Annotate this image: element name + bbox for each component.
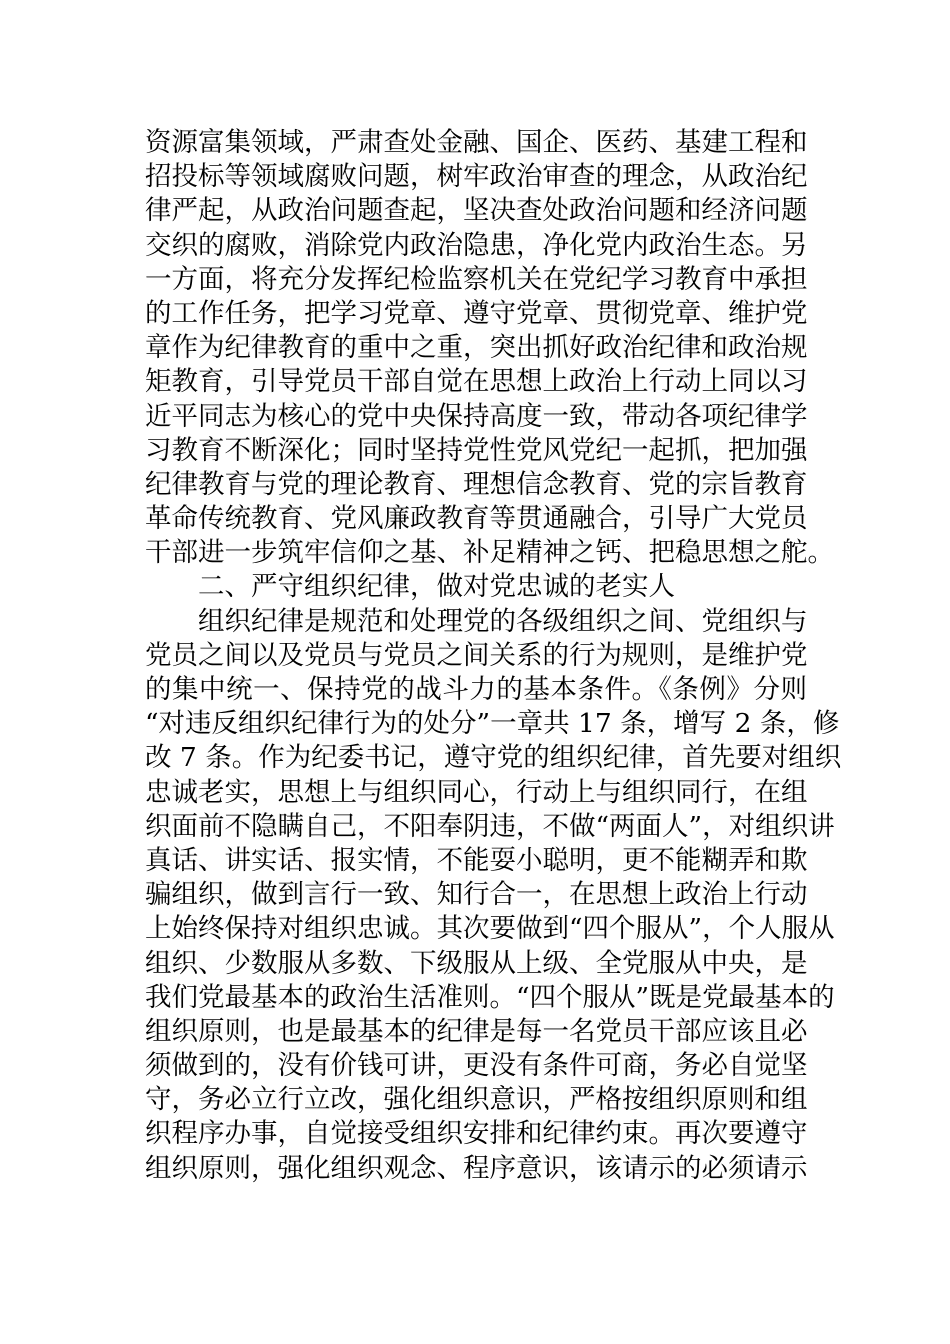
text-line: 忠诚老实，思想上与组织同心，行动上与组织同行，在组	[145, 776, 808, 808]
text-line: 组织、少数服从多数、下级服从上级、全党服从中央，是	[145, 947, 808, 979]
text-line: 习教育不断深化；同时坚持党性党风党纪一起抓，把加强	[145, 434, 808, 466]
text-line: 组织纪律是规范和处理党的各级组织之间、党组织与	[198, 605, 808, 637]
text-line: 须做到的，没有价钱可讲，更没有条件可商，务必自觉坚	[145, 1050, 808, 1082]
document-body	[145, 126, 842, 1186]
text-line: 我们党最基本的政治生活准则。“四个服从”既是党最基本的	[145, 981, 835, 1013]
section-heading: 二、严守组织纪律，做对党忠诚的老实人	[198, 571, 675, 603]
text-line: “对违反组织纪律行为的处分”一章共 17 条，增写 2 条，修	[145, 708, 840, 740]
text-line: 纪律教育与党的理论教育、理想信念教育、党的宗旨教育	[145, 468, 808, 500]
text-line: 织程序办事，自觉接受组织安排和纪律约束。再次要遵守	[145, 1118, 808, 1150]
text-line: 骗组织，做到言行一致、知行合一，在思想上政治上行动	[145, 879, 808, 911]
text-line: 的集中统一、保持党的战斗力的基本条件。《条例》分则	[145, 674, 807, 705]
text-line: 干部进一步筑牢信仰之基、补足精神之钙、把稳思想之舵。	[145, 537, 834, 569]
text-line: 真话、讲实话、报实情，不能耍小聪明，更不能糊弄和欺	[145, 844, 808, 876]
text-line: 党员之间以及党员与党员之间关系的行为规则，是维护党	[145, 639, 808, 671]
text-line: 组织原则，也是最基本的纪律是每一名党员干部应该且必	[145, 1015, 808, 1047]
text-line: 近平同志为核心的党中央保持高度一致，带动各项纪律学	[145, 400, 808, 432]
text-line: 章作为纪律教育的重中之重，突出抓好政治纪律和政治规	[145, 332, 808, 364]
text-line: 守，务必立行立改，强化组织意识，严格按组织原则和组	[145, 1084, 808, 1116]
text-line: 革命传统教育、党风廉政教育等贯通融合，引导广大党员	[145, 503, 808, 535]
text-line: 矩教育，引导党员干部自觉在思想上政治上行动上同以习	[145, 366, 808, 398]
text-line: 改 7 条。作为纪委书记，遵守党的组织纪律，首先要对组织	[145, 742, 842, 774]
text-line: 资源富集领域，严肃查处金融、国企、医药、基建工程和	[145, 127, 808, 158]
text-line: 律严起，从政治问题查起，坚决查处政治问题和经济问题	[145, 195, 808, 227]
text-line: 上始终保持对组织忠诚。其次要做到“四个服从”，个人服从	[145, 913, 835, 945]
text-line: 的工作任务，把学习党章、遵守党章、贯彻党章、维护党	[145, 297, 808, 329]
text-line: 一方面，将充分发挥纪检监察机关在党纪学习教育中承担	[145, 263, 808, 295]
text-line: 织面前不隐瞒自己，不阳奉阴违，不做“两面人”，对组织讲	[145, 810, 835, 842]
text-line: 交织的腐败，消除党内政治隐患，净化党内政治生态。另	[145, 229, 808, 261]
text-line: 招投标等领域腐败问题，树牢政治审查的理念，从政治纪	[145, 161, 808, 193]
text-line: 组织原则，强化组织观念、程序意识，该请示的必须请示	[145, 1152, 808, 1184]
